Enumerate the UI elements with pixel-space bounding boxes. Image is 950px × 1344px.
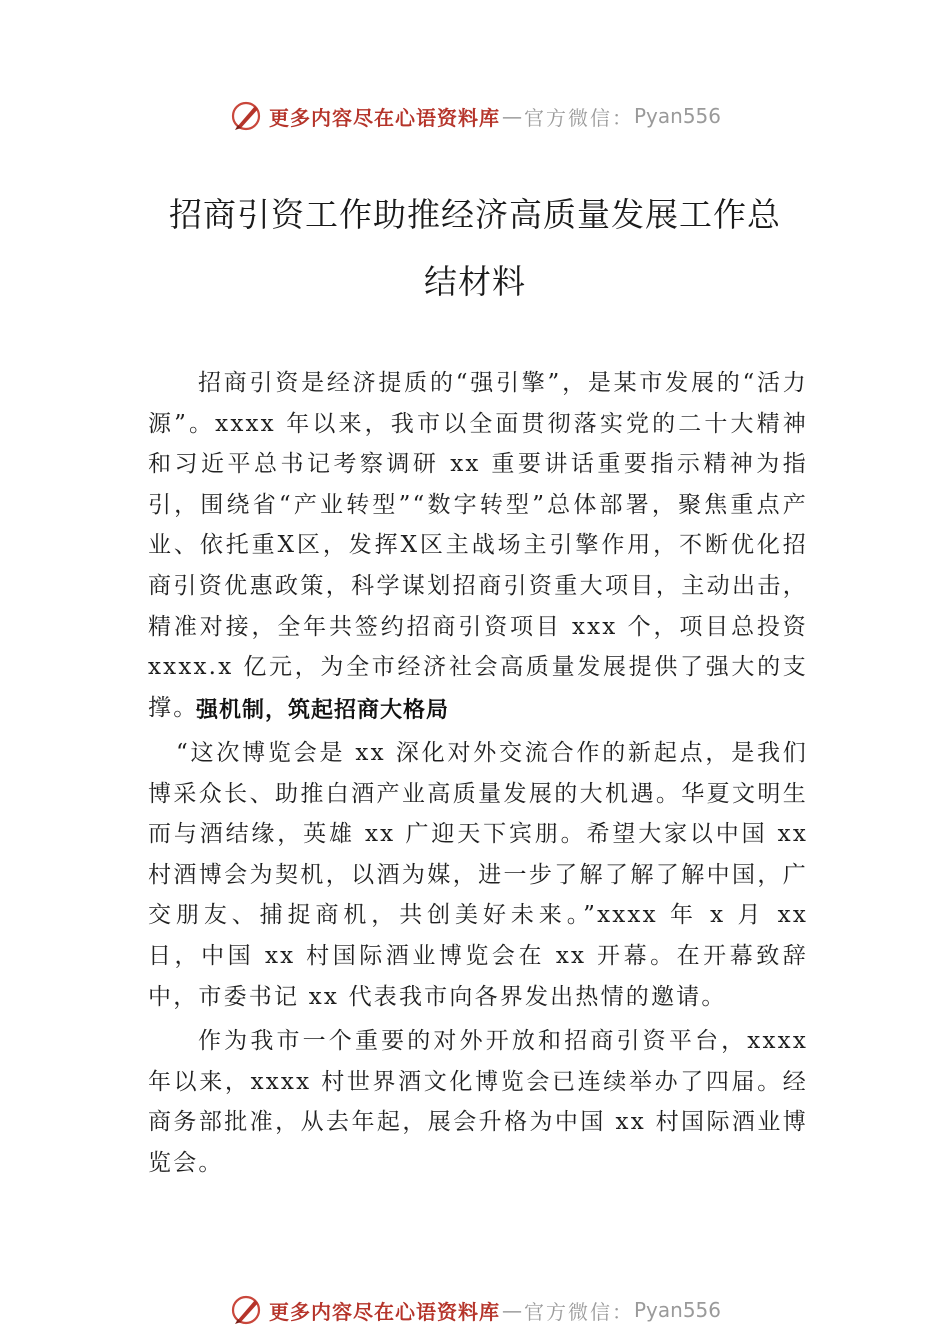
banner-account: Pyan556 bbox=[633, 104, 721, 128]
footer-red-text: 更多内容尽在心语资料库 bbox=[268, 1299, 500, 1324]
banner-dash: — bbox=[501, 104, 522, 128]
footer-gray-text: 官方微信： bbox=[523, 1299, 634, 1324]
banner-red-text: 更多内容尽在心语资料库 bbox=[268, 105, 500, 130]
footer-banner bbox=[0, 1290, 950, 1330]
footer-account: Pyan556 bbox=[633, 1298, 721, 1322]
section-heading: 强机制，筑起招商大格局 bbox=[196, 698, 450, 723]
banner-gray-text: 官方微信： bbox=[523, 105, 634, 130]
pen-logo-icon bbox=[229, 99, 263, 133]
pen-logo-icon bbox=[229, 1293, 263, 1327]
paragraph-quote: “这次博览会是 xx 深化对外交流合作的新起点，是我们博采众长、助推白酒产业高质量发展的大机遇。华夏文明生而与酒结缘，英雄 xx 广迎天下宾朋。希望大家以中国 xx 村酒博会为契机，以酒为媒，进一步了解了解了解中国，广交朋友、捕捉商机，共创美好未来。”xxxx 年 x 月 xx 日，中国 xx 村国际酒业博览会在 xx 开幕。在开幕致辞中，市委书记 xx 代表我市向各界发出热情的邀请。 bbox=[148, 740, 808, 1010]
document-title-line2: 结材料 bbox=[424, 262, 526, 301]
paragraph-intro: 招商引资是经济提质的“强引擎”，是某市发展的“活力源”。xxxx 年以来，我市以全面贯彻落实党的二十大精神和习近平总书记考察调研 xx 重要讲话重要指示精神为指引，围绕省“产业转型”“数字转型”总体部署，聚焦重点产业、依托重X区，发挥X区主战场主引擎作用，不断优化招商引资优惠政策，科学谋划招商引资重大项目，主动出击， 精准对接，全年共签约招商引资项目 xxx 个，项目总投资 xxxx.x 亿元，为全市经济社会高质量发展提供了强大的支撑。 bbox=[148, 370, 808, 721]
paragraph-platform: 作为我市一个重要的对外开放和招商引资平台，xxxx 年以来，xxxx 村世界酒文化博览会已连续举办了四届。经商务部批准，从去年起，展会升格为中国 xx 村国际酒业博览会。 bbox=[148, 1028, 808, 1176]
document-title-line1: 招商引资工作助推经济高质量发展工作总 bbox=[169, 195, 781, 234]
footer-dash: — bbox=[501, 1298, 522, 1322]
header-banner bbox=[0, 96, 950, 136]
